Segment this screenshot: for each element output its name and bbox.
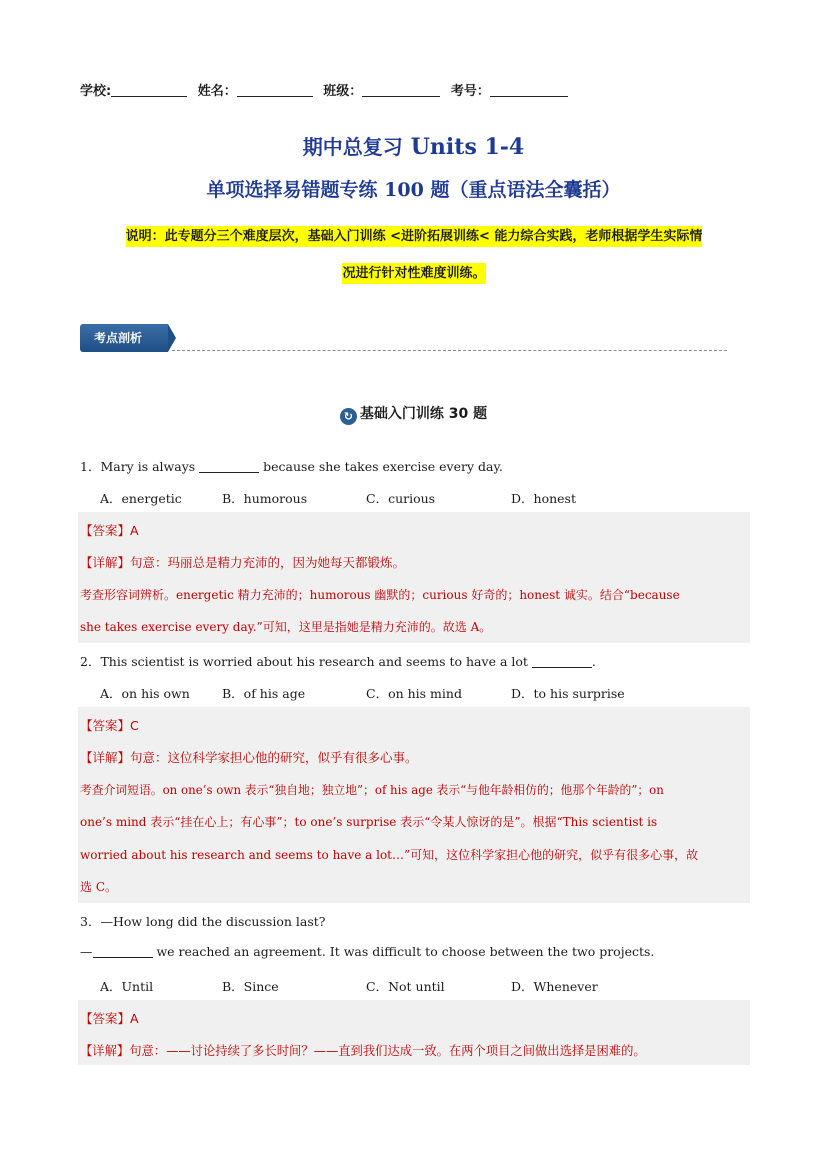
analysis-line: 考查形容词辨析。energetic 精力充沛的；humorous 幽默的；curious 好奇的；honest 诚实。结合“because xyxy=(80,588,680,602)
answer-text: 【答案】A xyxy=(80,1011,139,1026)
sub-heading xyxy=(0,403,827,425)
page-title xyxy=(0,131,827,160)
analysis-line: 考查介词短语。on one’s own 表示“独自地；独立地”；of his age 表示“与他年龄相仿的；他那个年龄的”；on xyxy=(80,783,664,797)
question-2-stem xyxy=(80,652,750,670)
page-subtitle: 单项选择易错题专练 100 题（重点语法全囊括） xyxy=(206,179,621,201)
question-2-answer-box xyxy=(78,707,750,903)
note-line-1: 说明：此专题分三个难度层次，基础入门训练 <进阶拓展训练< 能力综合实践，老师根据学生实际情 xyxy=(126,226,703,247)
question-1-text-post: because she takes exercise every day. xyxy=(263,459,503,474)
sub-heading-count: 30 题 xyxy=(448,406,488,422)
option-a: A．on his own xyxy=(100,686,190,701)
option-d: D．Whenever xyxy=(511,979,598,994)
refresh-icon: ↻ xyxy=(340,408,357,425)
class-blank xyxy=(362,84,440,97)
detail-text: 【详解】句意：这位科学家担心他的研究，似乎有很多心事。 xyxy=(80,750,418,765)
option-b: B．Since xyxy=(222,979,279,994)
exam-no-blank xyxy=(490,84,568,97)
answer-blank xyxy=(199,461,259,473)
option-b: B．humorous xyxy=(222,491,308,506)
analysis-line: she takes exercise every day.”可知，这里是指她是精力充沛的。故选 A。 xyxy=(80,620,492,634)
section-divider xyxy=(172,350,727,351)
option-c: C．Not until xyxy=(366,979,445,994)
note-line-2: 况进行针对性难度训练。 xyxy=(342,263,485,284)
title-units: Units 1-4 xyxy=(410,134,525,160)
exam-no-label: 考号： xyxy=(450,84,490,99)
option-d: D．honest xyxy=(511,491,576,506)
answer-blank xyxy=(532,656,592,668)
answer-text: 【答案】A xyxy=(80,523,139,538)
question-2-text-pre: 2．This scientist is worried about his research and seems to have a lot xyxy=(80,654,528,669)
question-3-stem-line-2 xyxy=(80,944,750,959)
instruction-note xyxy=(80,218,748,292)
analysis-line: one’s mind 表示“挂在心上；有心事”；to one’s surprise 表示“令某人惊讶的是”。根据“This scientist is xyxy=(80,815,658,829)
section-tag: 考点剖析 xyxy=(80,324,168,352)
sub-heading-text: 基础入门训练 xyxy=(359,406,444,422)
answer-text: 【答案】C xyxy=(80,718,139,733)
option-c: C．curious xyxy=(366,491,436,506)
school-label: 学校: xyxy=(80,84,112,99)
question-3-text-pre: — xyxy=(80,944,93,959)
student-info-line xyxy=(80,80,574,99)
analysis-line: worried about his research and seems to have a lot…”可知，这位科学家担心他的研究，似乎有很多心事，故 xyxy=(80,848,699,862)
option-a: A．Until xyxy=(100,979,154,994)
question-2-text-post: . xyxy=(591,654,596,669)
detail-text: 【详解】句意：玛丽总是精力充沛的，因为她每天都锻炼。 xyxy=(80,555,406,570)
school-blank xyxy=(111,84,187,97)
option-d: D．to his surprise xyxy=(511,686,625,701)
question-3-stem-line-1: 3．—How long did the discussion last? xyxy=(80,914,326,929)
class-label: 班级： xyxy=(323,84,363,99)
detail-text: 【详解】句意：——讨论持续了多长时间？——直到我们达成一致。在两个项目之间做出选择是困难的。 xyxy=(80,1044,646,1058)
question-1-stem xyxy=(80,457,750,475)
title-main: 期中总复习 xyxy=(302,135,403,159)
question-3-answer-box xyxy=(78,1000,750,1065)
question-1-answer-box xyxy=(78,512,750,643)
option-c: C．on his mind xyxy=(366,686,462,701)
analysis-line: 选 C。 xyxy=(80,880,117,894)
option-a: A．energetic xyxy=(100,491,182,506)
answer-blank xyxy=(93,946,153,958)
question-1-text-pre: 1．Mary is always xyxy=(80,459,196,474)
question-3-text-post: we reached an agreement. It was difficult to choose between the two projects. xyxy=(156,944,655,959)
name-blank xyxy=(237,84,313,97)
option-b: B．of his age xyxy=(222,686,306,701)
name-label: 姓名： xyxy=(197,84,237,99)
